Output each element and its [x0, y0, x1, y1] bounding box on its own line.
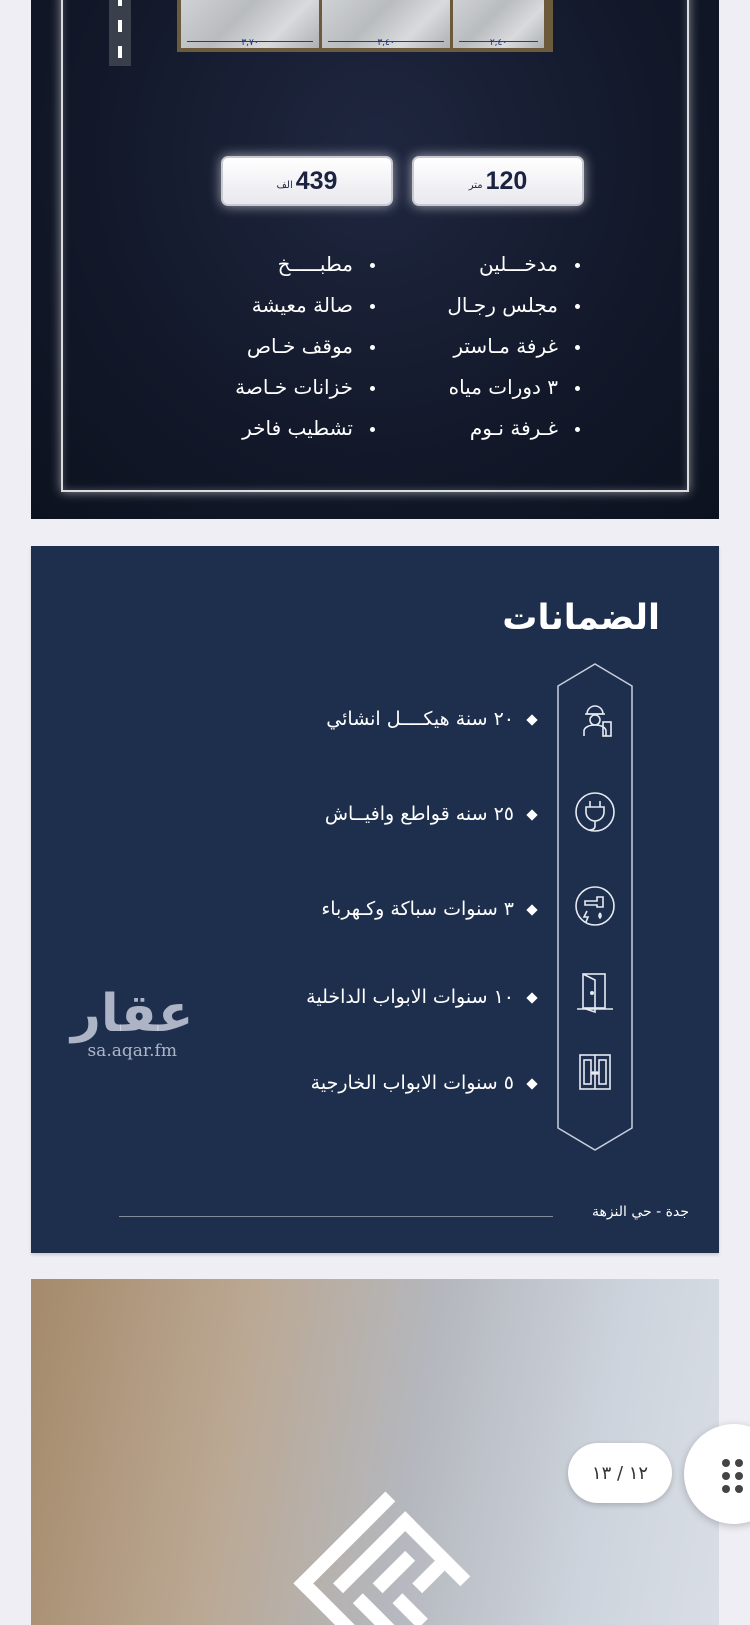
exterior-door-icon [573, 1050, 617, 1094]
warranty-item-exterior-doors: ٥ سنوات الابواب الخارجية [311, 1072, 538, 1094]
plumbing-electric-icon [573, 884, 617, 928]
room-dimension: ٣,٤٠ [377, 38, 395, 48]
feature-item: ٣ دورات مياه [447, 375, 584, 416]
warranty-icon-column [556, 662, 634, 1152]
construction-worker-icon [573, 698, 617, 742]
feature-item: غـرفة نـوم [447, 416, 584, 457]
location-label: جدة - حي النزهة [591, 1204, 689, 1220]
specs-card [31, 0, 719, 519]
grid-dots-icon [722, 1459, 743, 1493]
features-list-left [235, 252, 379, 457]
feature-item: تشطيب فاخر [235, 416, 379, 457]
aqar-watermark [71, 986, 193, 1060]
warranty-item-structure: ٢٠ سنة هيكــــل انشائي [326, 708, 538, 730]
warranty-card [31, 546, 719, 1253]
feature-item: موقف خـاص [235, 334, 379, 375]
room-dimension: ٣,٧٠ [241, 38, 259, 48]
feature-item: مجلس رجـال [447, 293, 584, 334]
feature-item: مطبـــــخ [235, 252, 379, 293]
warranty-item-plumbing: ٣ سنوات سباكة وكـهرباء [321, 898, 538, 920]
kufic-logo-icon [261, 1474, 531, 1625]
warranty-title: الضمانات [502, 598, 660, 638]
price-unit: الف [276, 179, 293, 191]
watermark-arabic: عقار [71, 984, 194, 1044]
feature-item: صالة معيشة [235, 293, 379, 334]
interior-door-icon [573, 970, 617, 1014]
feature-item: غرفة مـاستر [447, 334, 584, 375]
features-list-right [447, 252, 584, 457]
warranty-item-switches: ٢٥ سنه قواطع وافيــاش [325, 803, 538, 825]
price-badge [221, 156, 393, 206]
warranty-item-interior-doors: ١٠ سنوات الابواب الداخلية [306, 986, 538, 1008]
price-value: 439 [295, 166, 338, 195]
area-unit: متر [468, 179, 483, 191]
room-dimension: ٢,٤٠ [489, 38, 508, 48]
area-value: 120 [485, 166, 528, 195]
feature-item: مدخـــلين [447, 252, 584, 293]
gallery-page-counter: ١٢ / ١٣ [568, 1443, 672, 1503]
area-badge [412, 156, 584, 206]
electric-plug-icon [573, 790, 617, 834]
divider-line [119, 1216, 553, 1217]
watermark-url: sa.aqar.fm [87, 1041, 177, 1061]
feature-item: خزانات خـاصة [235, 375, 379, 416]
